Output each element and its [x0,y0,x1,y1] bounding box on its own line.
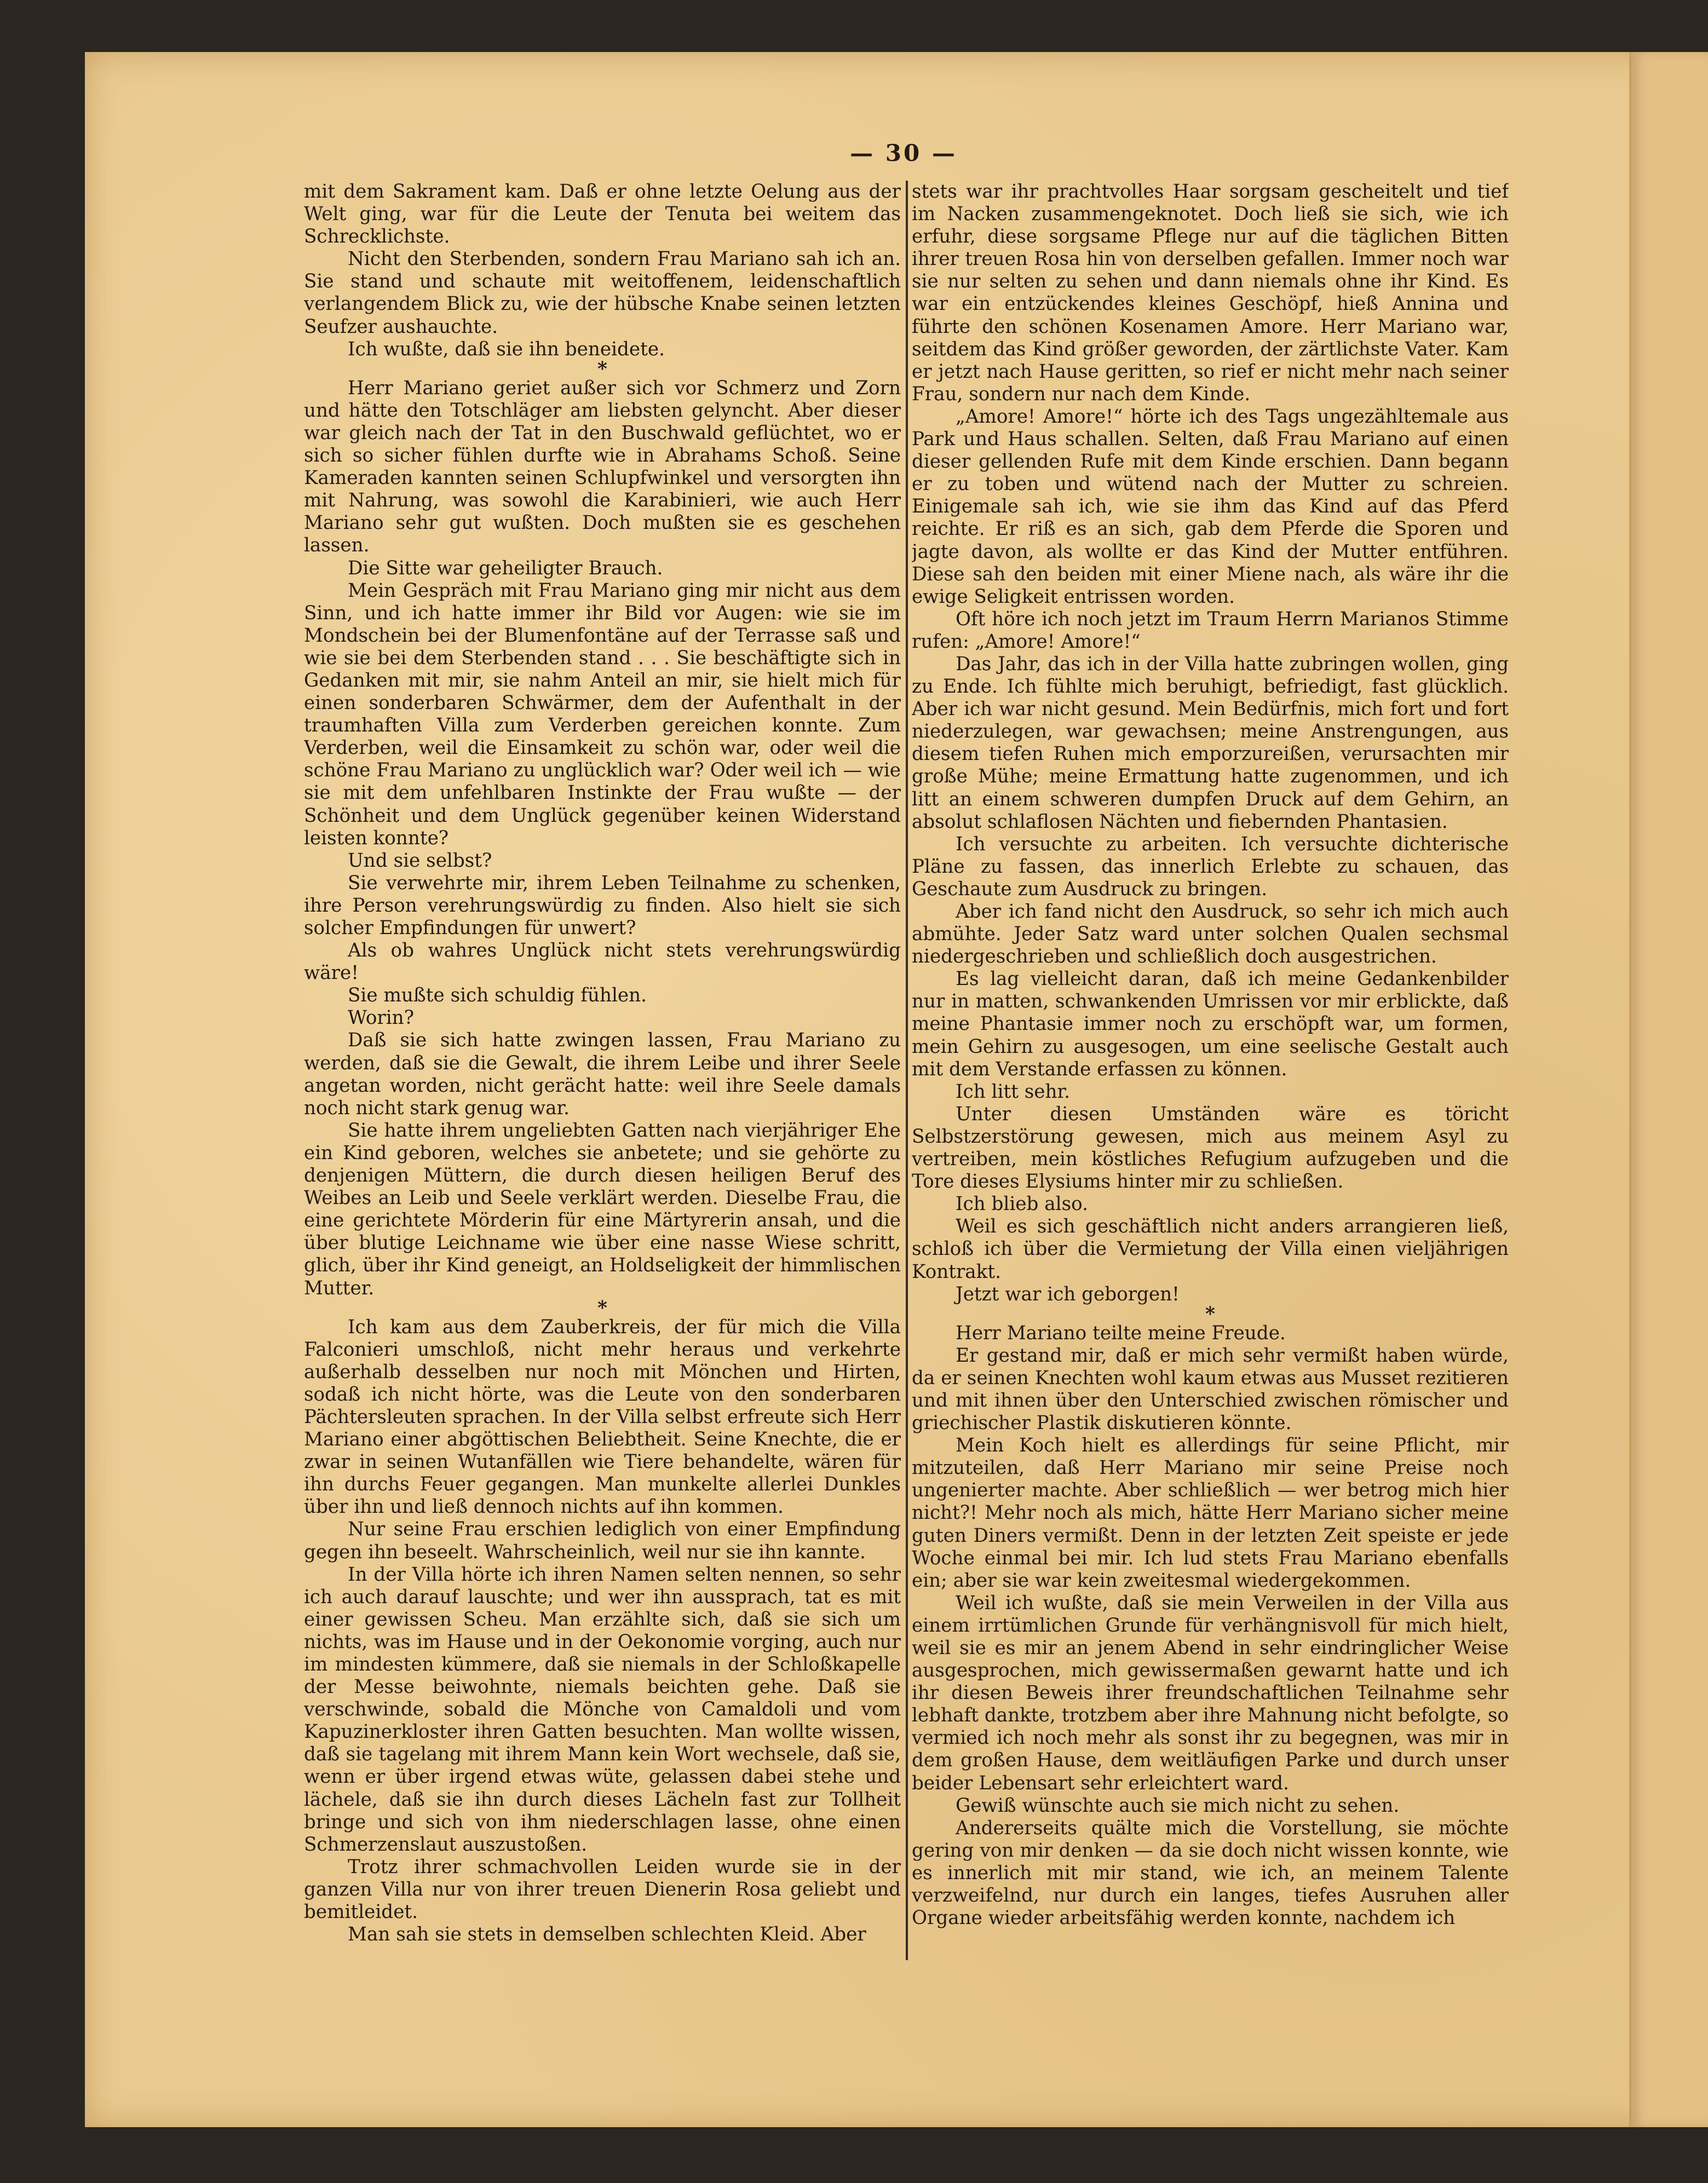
paragraph: Die Sitte war geheiligter Brauch. [348,557,663,579]
section-separator: * [1205,1303,1215,1325]
paragraph: Jetzt war ich geborgen! [956,1283,1180,1305]
paragraph: Es lag vielleicht daran, daß ich meine Gedankenbilder nur in matten, schwankenden Umrissen vor mir erblickte, daß meine Phantasie immer noch zu erschöpft war, um formen, mein Gehirn zu ausgesogen, um eine seelische Gestalt auch mit dem Verstande erfassen zu können. [912,968,1509,1080]
paragraph: Trotz ihrer schmachvollen Leiden wurde sie in der ganzen Villa nur von ihrer treuen Dienerin Rosa geliebt und bemitleidet. [304,1856,901,1923]
paragraph: Mein Koch hielt es allerdings für seine Pflicht, mir mitzuteilen, daß Herr Mariano mir seine Preise noch ungenierter machte. Aber schließlich — wer betrog mich hier nicht?! Mehr noch als mich, hätte Herr Mariano sicher meine guten Diners vermißt. Denn in der letzten Zeit speiste er jede Woche einmal bei mir. Ich lud stets Frau Mariano ebenfalls ein; aber sie war kein zweitesmal wiedergekommen. [912,1435,1509,1592]
paragraph: Ich versuchte zu arbeiten. Ich versuchte dichterische Pläne zu fassen, das innerlich Erlebte zu schauen, das Geschaute zum Ausdruck zu bringen. [912,833,1509,900]
paragraph: Ich kam aus dem Zauberkreis, der für mich die Villa Falconieri umschloß, nicht mehr heraus und verkehrte außerhalb desselben nur noch mit Mönchen und Hirten, sodaß ich nicht hörte, was die Leute von den sonderbaren Pächtersleuten sprachen. In der Villa selbst erfreute sich Herr Mariano einer abgöttischen Beliebtheit. Seine Knechte, die er zwar in seinen Wutanfällen wie Tiere behandelte, wären für ihn durchs Feuer gegangen. Man munkelte allerlei Dunkles über ihn und ließ dennoch nichts auf ihn kommen. [304,1316,901,1518]
paragraph: stets war ihr prachtvolles Haar sorgsam gescheitelt und tief im Nacken zusammengeknotet. Doch ließ sie sich, wie ich erfuhr, diese sorgsame Pflege nur auf die täglichen Bitten ihrer treuen Rosa hin von derselben gefallen. Immer noch war sie nur selten zu sehen und dann niemals ohne ihr Kind. Es war ein entzückendes kleines Geschöpf, hieß Annina und führte den schönen Kosenamen Amore. Herr Mariano war, seitdem das Kind größer geworden, der zärtlichste Vater. Kam er jetzt nach Hause geritten, so rief er nicht mehr nach seiner Frau, sondern nur nach dem Kinde. [912,181,1509,405]
paragraph: Mein Gespräch mit Frau Mariano ging mir nicht aus dem Sinn, und ich hatte immer ihr Bild vor Augen: wie sie im Mondschein bei der Blumenfontäne auf der Terrasse saß und wie sie bei dem Sterbenden stand . . . Sie beschäftigte sich in Gedanken mit mir, sie nahm Anteil an mir, sie hielt mich für einen sonderbaren Schwärmer, dem der Aufenthalt in der traumhaften Villa zum Verderben gereichen konnte. Zum Verderben, weil die Einsamkeit zu schön war, oder weil die schöne Frau Mariano zu unglücklich war? Oder weil ich — wie sie mit dem unfehlbaren Instinkte der Frau wußte — der Schönheit und dem Unglück gegenüber keinen Widerstand leisten konnte? [304,579,901,849]
paragraph: „Amore! Amore!“ hörte ich des Tags ungezähltemale aus Park und Haus schallen. Selten, daß Frau Mariano auf einen dieser gellenden Rufe mit dem Kinde erschien. Dann begann er zu toben und wütend nach der Mutter zu schreien. Einigemale sah ich, wie sie ihm das Kind auf das Pferd reichte. Er riß es an sich, gab dem Pferde die Sporen und jagte davon, als wollte er das Kind der Mutter entführen. Diese sah den beiden mit einer Miene nach, als wäre ihr die ewige Seligkeit entrissen worden. [912,405,1509,608]
paragraph: Nicht den Sterbenden, sondern Frau Mariano sah ich an. Sie stand und schaute mit weitoffenem, leidenschaftlich verlangendem Blick zu, wie der hübsche Knabe seinen letzten Seufzer aushauchte. [304,248,901,338]
paragraph: Er gestand mir, daß er mich sehr vermißt haben würde, da er seinen Knechten wohl kaum etwas aus Musset rezitieren und mit ihnen über den Unterschied zwischen römischer und griechischer Plastik diskutieren könnte. [912,1344,1509,1435]
paragraph: Weil ich wußte, daß sie mein Verweilen in der Villa aus einem irrtümlichen Grunde für verhängnisvoll für mich hielt, weil sie es mir an jenem Abend in sehr eindringlicher Weise ausgesprochen, mich gewissermaßen gewarnt hatte und ich ihr diesen Beweis ihrer freundschaftlichen Teilnahme sehr lebhaft dankte, trotzbem aber ihre Mahnung nicht befolgte, so vermied ich noch mehr als sonst ihr zu begegnen, was mir in dem großen Hause, dem weitläufigen Parke und durch unser beider Lebensart sehr erleichtert ward. [912,1592,1509,1794]
page-number: — 30 — [850,140,957,166]
paragraph: Aber ich fand nicht den Ausdruck, so sehr ich mich auch abmühte. Jeder Satz ward unter solchen Qualen sechsmal niedergeschrieben und schließlich doch ausgestrichen. [912,901,1509,968]
paragraph: Sie verwehrte mir, ihrem Leben Teilnahme zu schenken, ihre Person verehrungswürdig zu finden. Also hielt sie sich solcher Empfindungen für unwert? [304,872,901,939]
paragraph: Worin? [348,1007,415,1029]
paragraph: In der Villa hörte ich ihren Namen selten nennen, so sehr ich auch darauf lauschte; und wer ihn aussprach, tat es mit einer gewissen Scheu. Man erzählte sich, daß sie sich um nichts, was im Hause und in der Oekonomie vorging, auch nur im mindesten kümmere, daß sie niemals in der Schloßkapelle der Messe beiwohnte, niemals beichten gehe. Daß sie verschwinde, sobald die Mönche von Camaldoli und vom Kapuzinerkloster ihren Gatten besuchten. Man wollte wissen, daß sie tagelang mit ihrem Mann kein Wort wechsele, daß sie, wenn er über irgend etwas wüte, gelassen dabei stehe und lächele, daß sie ihn durch dieses Lächeln fast zur Tollheit bringe und sich von ihm niederschlagen lasse, ohne einen Schmerzenslaut auszustoßen. [304,1563,901,1856]
paragraph: Oft höre ich noch jetzt im Traum Herrn Marianos Stimme rufen: „Amore! Amore!“ [912,608,1509,653]
paragraph: Nur seine Frau erschien lediglich von einer Empfindung gegen ihn beseelt. Wahrscheinlich, weil nur sie ihn kannte. [304,1518,901,1563]
paragraph: Weil es sich geschäftlich nicht anders arrangieren ließ, schloß ich über die Vermietung der Villa einen vieljährigen Kontrakt. [912,1216,1509,1283]
column-divider [906,181,908,1960]
text-column-left [304,181,901,1982]
paragraph: Gewiß wünschte auch sie mich nicht zu sehen. [956,1794,1400,1817]
paragraph: Als ob wahres Unglück nicht stets verehrungswürdig wäre! [304,940,901,984]
paragraph: Ich blieb also. [956,1193,1088,1216]
paragraph: Unter diesen Umständen wäre es töricht Selbstzerstörung gewesen, mich aus meinem Asyl zu vertreiben, mein köstliches Refugium aufzugeben und die Tore dieses Elysiums hinter mir zu schließen. [912,1103,1509,1193]
paragraph: Daß sie sich hatte zwingen lassen, Frau Mariano zu werden, daß sie die Gewalt, die ihrem Leibe und ihrer Seele angetan worden, nicht gerächt hatte: weil ihre Seele damals noch nicht stark genug war. [304,1029,901,1119]
paragraph: Herr Mariano teilte meine Freude. [956,1322,1286,1344]
paragraph: Ich wußte, daß sie ihn beneidete. [348,338,665,360]
paragraph: Andererseits quälte mich die Vorstellung, sie möchte gering von mir denken — da sie doch nicht wissen konnte, wie es innerlich mit mir stand, wie ich, an meinem Talente verzweifelnd, nur durch ein langes, tiefes Ausruhen aller Organe wieder arbeitsfähig werden konnte, nachdem ich [912,1817,1509,1929]
paragraph: Ich litt sehr. [956,1080,1070,1103]
adjacent-page-edge [1629,52,1708,2127]
paragraph: Sie mußte sich schuldig fühlen. [348,984,647,1007]
paragraph: Sie hatte ihrem ungeliebten Gatten nach vierjähriger Ehe ein Kind geboren, welches sie anbetete; und sie gehörte zu denjenigen Müttern, die durch diesen heiligen Beruf des Weibes an Leib und Seele verklärt werden. Dieselbe Frau, die eine gerichtete Mörderin für eine Märtyrerin ansah, und die über blutige Leichname wie über eine nasse Wiese schritt, glich, über ihr Kind geneigt, an Holdseligkeit der himmlischen Mutter. [304,1119,901,1299]
text-column-right [912,181,1509,1982]
section-separator: * [597,1297,607,1319]
paragraph: Herr Mariano geriet außer sich vor Schmerz und Zorn und hätte den Totschläger am liebsten gelyncht. Aber dieser war gleich nach der Tat in den Buschwald geflüchtet, wo er sich so sicher fühlen durfte wie in Abrahams Schoß. Seine Kameraden kannten seinen Schlupfwinkel und versorgten ihn mit Nahrung, was sowohl die Karabinieri, wie auch Herr Mariano sehr gut wußten. Doch mußten sie es geschehen lassen. [304,377,901,557]
paragraph: Man sah sie stets in demselben schlechten Kleid. Aber [348,1923,866,1946]
paragraph: mit dem Sakrament kam. Daß er ohne letzte Oelung aus der Welt ging, war für die Leute der Tenuta bei weitem das Schrecklichste. [304,181,901,248]
paragraph: Und sie selbst? [348,849,492,872]
paragraph: Das Jahr, das ich in der Villa hatte zubringen wollen, ging zu Ende. Ich fühlte mich beruhigt, befriedigt, fast glücklich. Aber ich war nicht gesund. Mein Bedürfnis, mich fort und fort niederzulegen, war gewachsen; meine Anstrengungen, aus diesem tiefen Ruhen mich emporzureißen, verursachten mir große Mühe; meine Ermattung hatte zugenommen, und ich litt an einem schweren dumpfen Druck auf dem Gehirn, an absolut schlaflosen Nächten und fiebernden Phantasien. [912,653,1509,833]
section-separator: * [597,358,607,380]
